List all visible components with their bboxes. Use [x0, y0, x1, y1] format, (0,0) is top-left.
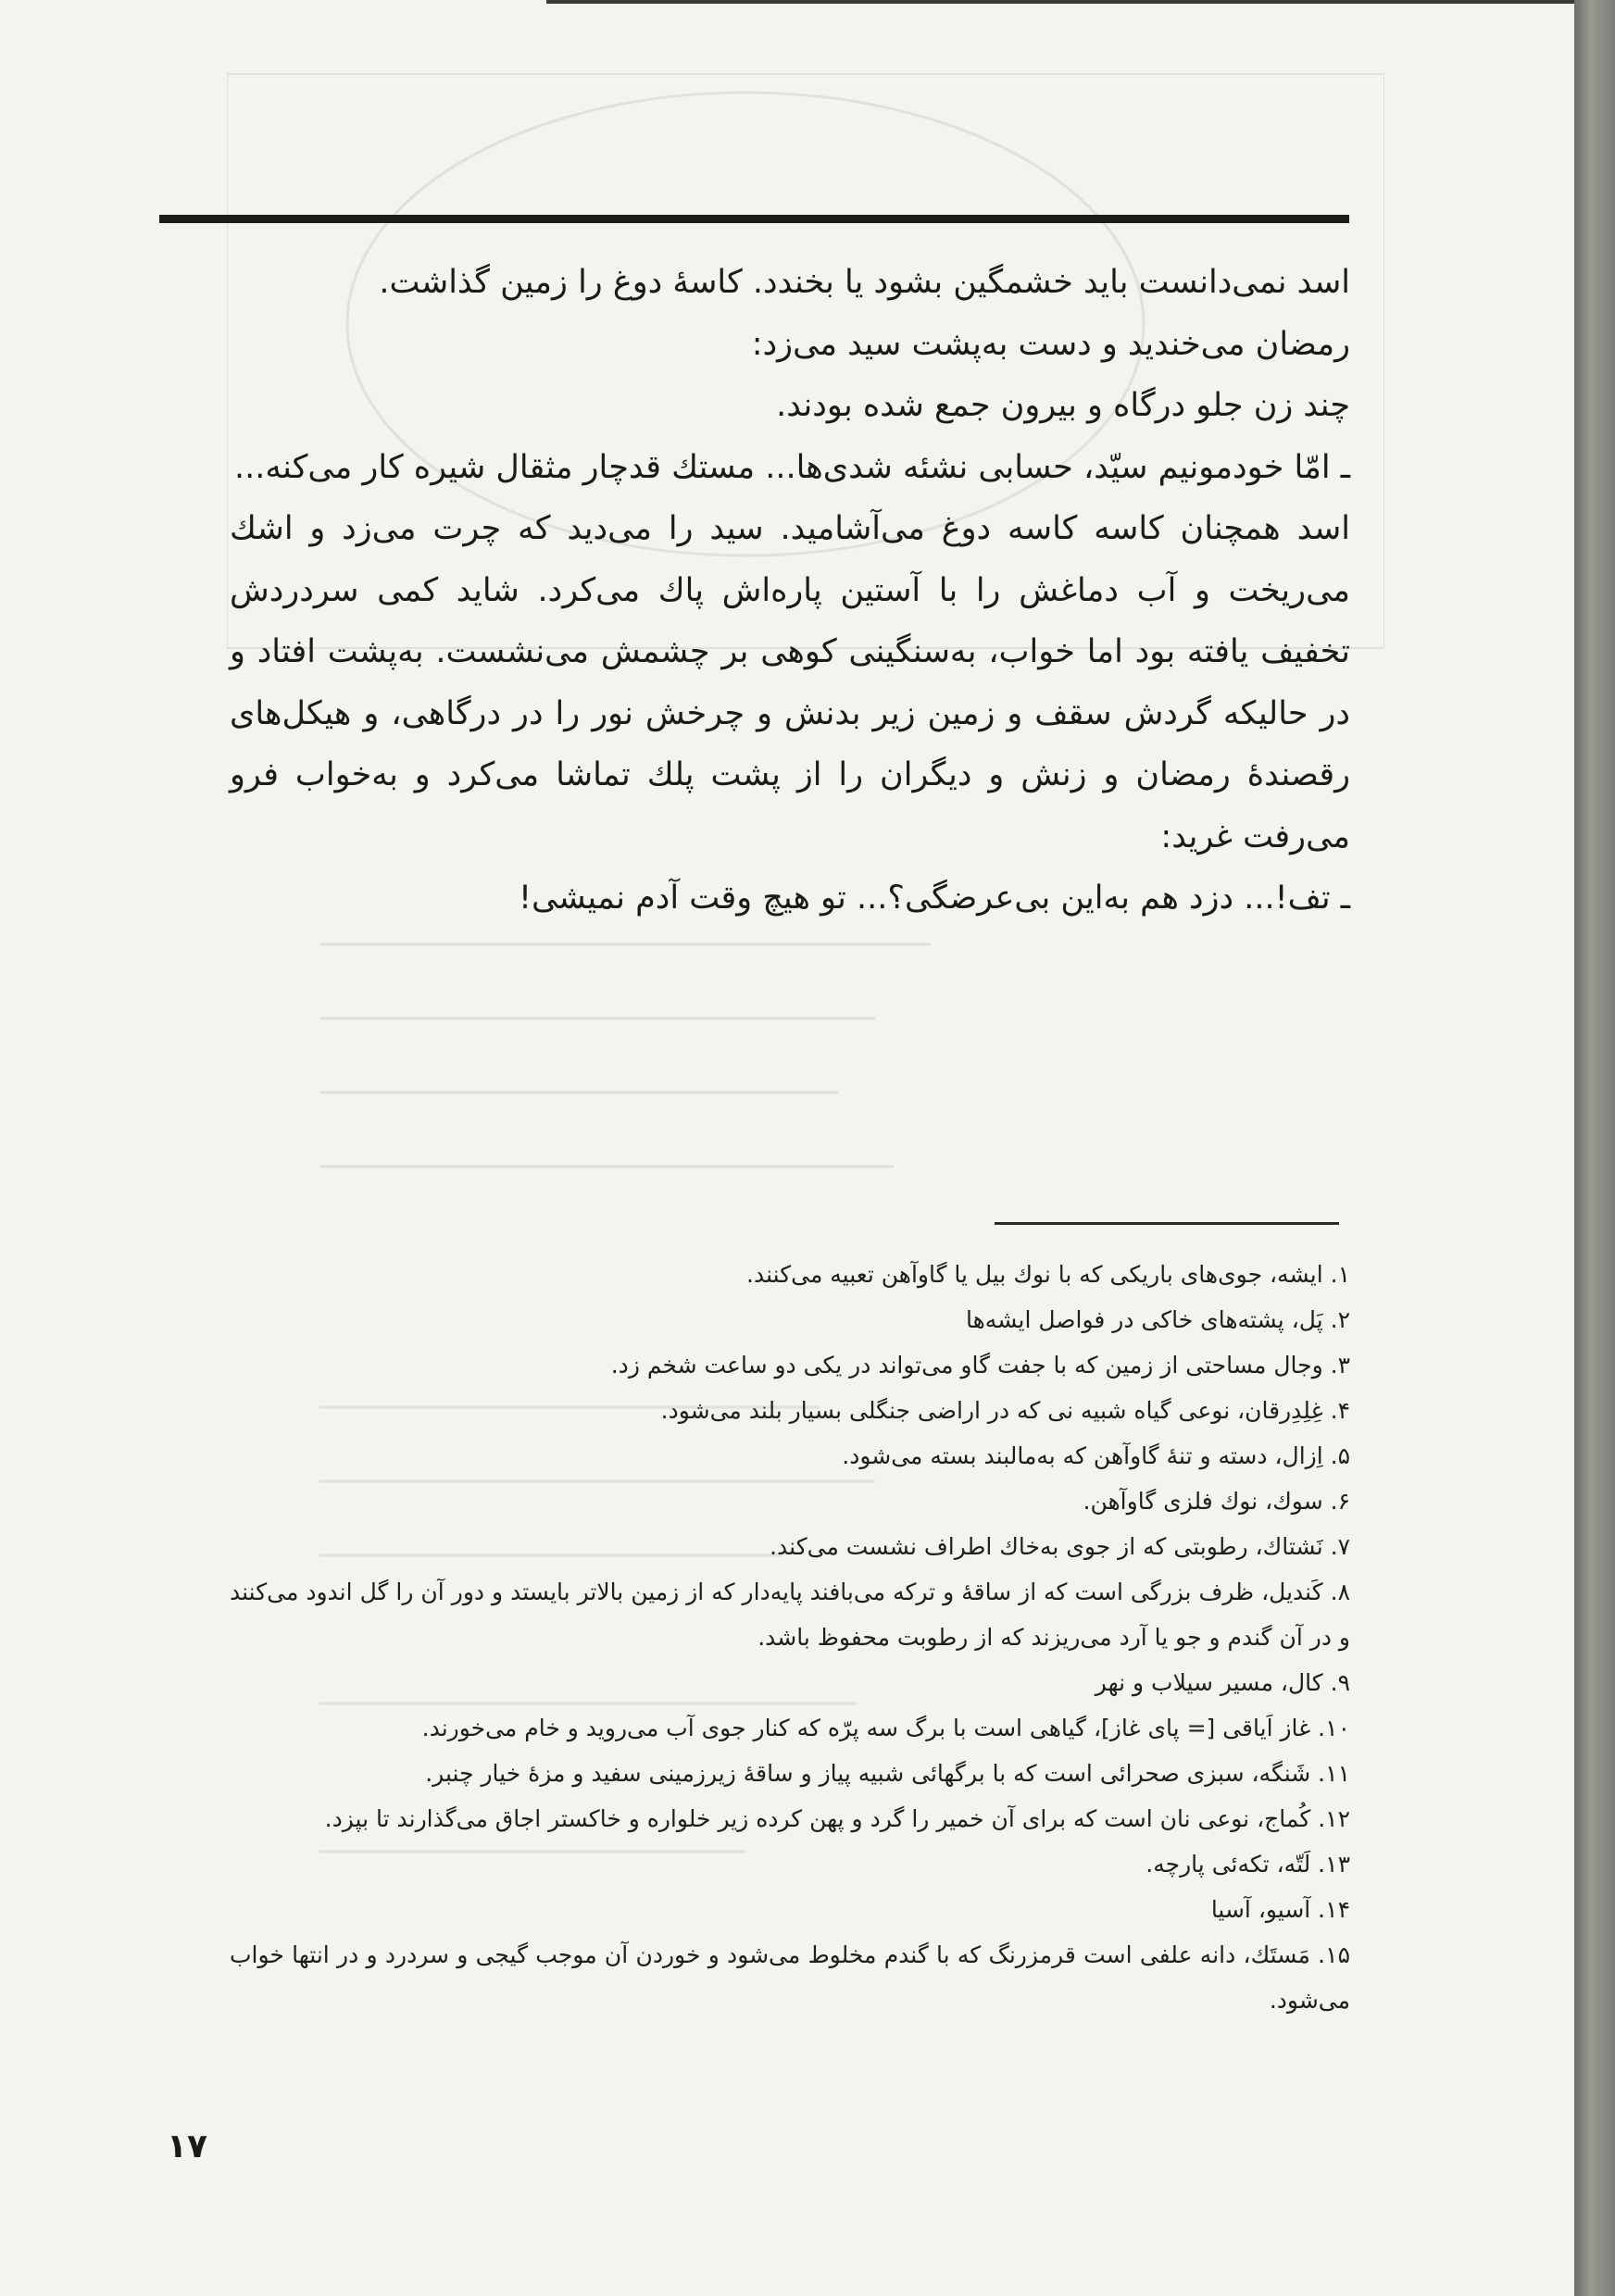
dialogue-line: ـ تف!... دزد هم به‌این بی‌عرضگی؟... تو هیچ وقت آدم نمیشی! [519, 880, 1350, 917]
footnote-item: ۱۲. کُماج، نوعی نان است که برای آن خمیر را گرد و پهن کرده زیر خلواره و خاکستر اجاق می‌گذارند تا بپزد. [324, 1805, 1350, 1832]
footnotes [230, 1252, 1350, 2023]
footnote-item: ۷. نَشتاك، رطوبتی که از جوی به‌خاك اطراف نشست می‌کند. [770, 1533, 1350, 1560]
footnote-item: ۱۳. لَتّه، تکه‌ئی پارچه. [1146, 1851, 1350, 1878]
footnote-item: ۱۴. آسیو، آسیا [1210, 1896, 1350, 1923]
footnote-item: ۴. غِلِدِرقان، نوعی گیاه شبیه نی که در اراضی جنگلی بسیار بلند می‌شود. [660, 1397, 1350, 1424]
footnote-separator [995, 1222, 1339, 1225]
footnote-item: ۵. اِزال، دسته و تنهٔ گاوآهن که به‌مالبند بسته می‌شود. [842, 1442, 1350, 1469]
footnote-item: ۱. ایشه، جوی‌های باریکی که با نوك بیل یا گاوآهن تعبیه می‌کنند. [746, 1261, 1350, 1288]
footnote-item: ۱۰. غاز اَیاقی [= پای غاز]، گیاهی است با برگ سه پرّه که کنار جوی آب می‌روید و خام می‌خورند. [421, 1715, 1350, 1741]
page-number: ۱۷ [167, 2128, 207, 2165]
main-text [230, 252, 1350, 930]
footnote-item: ۸. کَندیل، ظرف بزرگی است که از ساقهٔ و ترکه می‌بافند پایه‌دار که از زمین بالاتر بایستد و دور آن را گل اندود می‌کنند و در آن گندم و جو یا آرد می‌ریزند که از رطوبت محفوظ باشد. [230, 1578, 1350, 1651]
footnote-item: ۳. وجال مساحتی از زمین که با جفت گاو می‌تواند در یکی دو ساعت شخم زد. [610, 1352, 1350, 1379]
footnote-item: ۲. پَل، پشته‌های خاکی در فواصل ایشه‌ها [966, 1306, 1350, 1333]
footnote-item: ۹. کال، مسیر سیلاب و نهر [1095, 1669, 1350, 1696]
footnote-item: ۱۵. مَستَك، دانه علفی است قرمزرنگ که با گندم مخلوط می‌شود و خوردن آن موجب گیجی و سردرد و در انتها خواب می‌شود. [230, 1941, 1350, 2014]
top-edge-strip [546, 0, 1574, 4]
scan-edge [1574, 0, 1615, 2296]
paragraph: اسد نمی‌دانست باید خشمگین بشود یا بخندد. کاسهٔ دوغ را زمین گذاشت. [379, 264, 1350, 301]
footnote-item: ۶. سوك، نوك فلزی گاوآهن. [1083, 1488, 1350, 1515]
paragraph: اسد همچنان کاسه کاسه دوغ می‌آشامید. سید را می‌دید که چرت می‌زد و اشك می‌ریخت و آب دماغش را با آستین پاره‌اش پاك می‌کرد. شاید کمی سردردش تخفیف یافته بود اما خواب، به‌سنگینی کوهی بر چشمش می‌نشست. به‌پشت افتاد و در حالیکه گردش سقف و زمین زیر بدنش و چرخش نور را در درگاهی، و هیکل‌های رقصندهٔ رمضان و زنش و دیگران را از پشت پلك تماشا می‌کرد و به‌خواب فرو می‌رفت غرید: [230, 510, 1350, 855]
paragraph: چند زن جلو درگاه و بیرون جمع شده بودند. [776, 387, 1350, 424]
header-rule [159, 215, 1349, 223]
paragraph: رمضان می‌خندید و دست به‌پشت سید می‌زد: [751, 325, 1350, 363]
dialogue-line: ـ امّا خودمونیم سیّد، حسابی نشئه شدی‌ها... مستك قدچار مثقال شیره کار می‌کنه... [234, 448, 1350, 486]
footnote-item: ۱۱. شَنگه، سبزی صحرائی است که با برگهائی شبیه پیاز و ساقهٔ زیرزمینی سفید و مزهٔ خیار چنبر. [425, 1760, 1350, 1787]
footnote-list [230, 1252, 1350, 2023]
